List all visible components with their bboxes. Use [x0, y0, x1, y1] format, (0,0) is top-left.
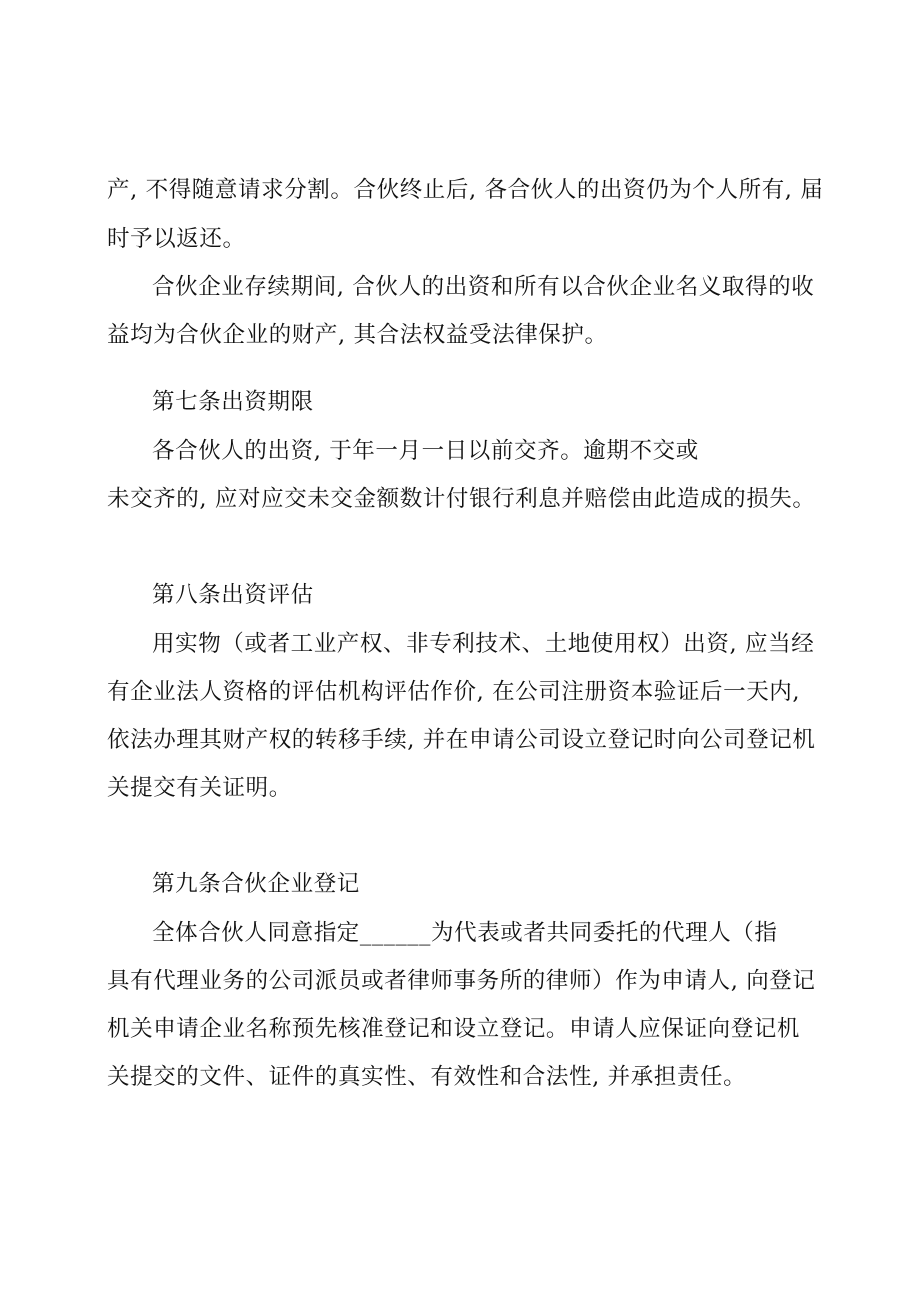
paragraph-line: 具有代理业务的公司派员或者律师事务所的律师）作为申请人, 向登记 — [107, 968, 816, 994]
paragraph-line: 依法办理其财产权的转移手续, 并在申请公司设立登记时向公司登记机 — [107, 727, 816, 753]
article-heading: 第九条合伙企业登记 — [152, 871, 360, 897]
paragraph-line: 有企业法人资格的评估机构评估作价, 在公司注册资本验证后一天内, — [107, 679, 801, 705]
article-heading: 第七条出资期限 — [152, 389, 314, 415]
paragraph-line: 未交齐的, 应对应交未交金额数计付银行利息并赔偿由此造成的损失。 — [107, 486, 816, 512]
paragraph-line: 时予以返还。 — [107, 226, 246, 252]
paragraph-line: 关提交的文件、证件的真实性、有效性和合法性, 并承担责任。 — [107, 1064, 747, 1090]
article-heading: 第八条出资评估 — [152, 582, 314, 608]
paragraph-line: 全体合伙人同意指定______为代表或者共同委托的代理人（指 — [152, 920, 778, 946]
paragraph-line: 各合伙人的出资, 于年一月一日以前交齐。逾期不交或 — [152, 438, 699, 464]
paragraph-line: 机关申请企业名称预先核准登记和设立登记。申请人应保证向登记机 — [107, 1016, 801, 1042]
paragraph-line: 产, 不得随意请求分割。合伙终止后, 各合伙人的出资仍为个人所有, 届 — [107, 177, 824, 203]
paragraph-line: 益均为合伙企业的财产, 其合法权益受法律保护。 — [107, 322, 608, 348]
paragraph-line: 合伙企业存续期间, 合伙人的出资和所有以合伙企业名义取得的收 — [152, 274, 815, 300]
paragraph-line: 用实物（或者工业产权、非专利技术、土地使用权）出资, 应当经 — [152, 631, 815, 657]
paragraph-line: 关提交有关证明。 — [107, 775, 292, 801]
